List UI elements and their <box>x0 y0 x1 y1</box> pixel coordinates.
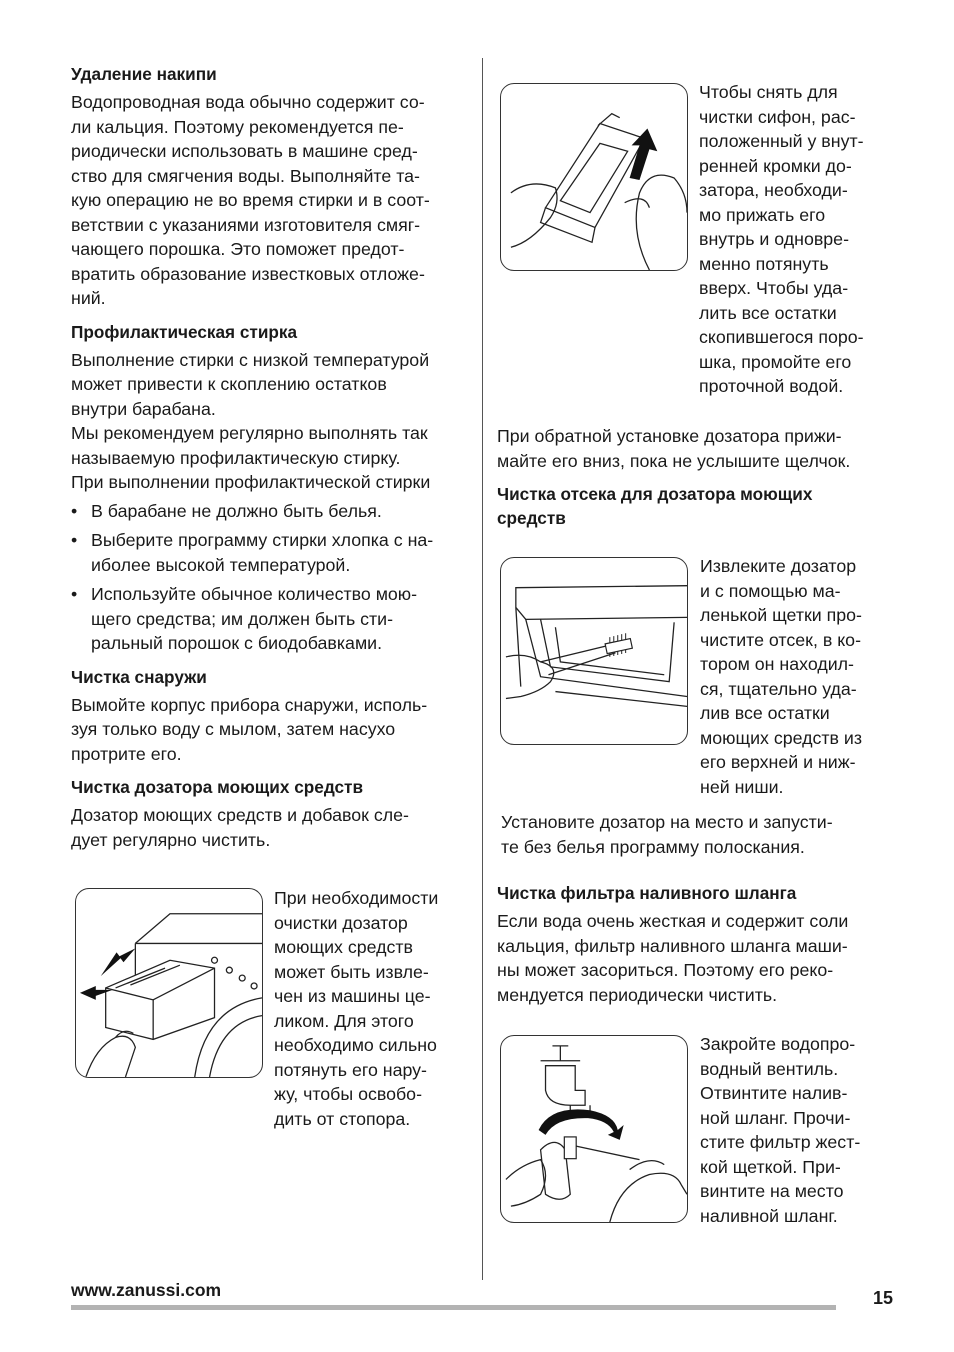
compartment-cleaning-illustration <box>500 557 688 745</box>
section-dispenser-cleaning <box>71 775 471 852</box>
paragraph-line: чающего порошка. Это поможет предот- <box>71 239 405 259</box>
section-exterior-cleaning <box>71 665 471 767</box>
paragraph-line: и с помощью ма- <box>700 580 841 601</box>
paragraph-line: При выполнении профилактической стирки <box>71 472 431 492</box>
paragraph-line: те без белья программу полоскания. <box>501 836 805 857</box>
paragraph-line: риодически использовать в машине сред- <box>71 141 418 161</box>
column-divider <box>482 58 483 1280</box>
section-descaling <box>71 62 471 311</box>
paragraph-line: ной шланг. Прочи- <box>700 1107 851 1128</box>
list-item-text: ральный порошок с биодобавками. <box>91 633 383 653</box>
paragraph-line: ство для смягчения воды. Выполняйте та- <box>71 165 420 186</box>
list-item <box>71 528 471 577</box>
paragraph-line: дует регулярно чистить. <box>71 829 271 850</box>
section-title: средств <box>497 508 566 528</box>
paragraph-line: скопившегося поро- <box>699 327 864 347</box>
footer-rule <box>71 1305 836 1310</box>
paragraph-line: Отвинтите налив- <box>700 1083 848 1103</box>
paragraph-line: проточной водой. <box>699 376 844 396</box>
siphon-removal-icon <box>501 84 687 270</box>
list-item-text: Используйте обычное количество мою- <box>91 584 418 604</box>
paragraph-line: потянуть его нару- <box>274 1059 427 1080</box>
hose-filter-illustration <box>500 1035 688 1223</box>
paragraph-line: его верхней и ниж- <box>700 752 856 772</box>
paragraph-line: тором он находил- <box>700 654 854 674</box>
paragraph-line: ленькой щетки про- <box>700 605 862 625</box>
paragraph-line: чистите отсек, в ко- <box>700 629 861 650</box>
paragraph-line: кальция, фильтр наливного шланга маши- <box>497 935 848 956</box>
paragraph-line: ний. <box>71 288 106 308</box>
paragraph-line: необходимо сильно <box>274 1035 437 1055</box>
paragraph-line: ликом. Для этого <box>274 1010 414 1031</box>
paragraph-line: Закройте водопро- <box>700 1034 856 1054</box>
tap-and-brush-icon <box>501 1036 687 1222</box>
paragraph-line: мендуется периодически чистить. <box>497 984 778 1005</box>
paragraph-line: ны может засориться. Поэтому его реко- <box>497 960 834 980</box>
paragraph-line: ветствии с указаниями изготовителя смяг- <box>71 214 421 235</box>
paragraph-line: чистки сифон, рас- <box>699 106 856 127</box>
paragraph-line: Водопроводная вода обычно содержит со- <box>71 92 425 112</box>
paragraph-line: стите фильтр жест- <box>700 1132 861 1152</box>
section-maintenance-wash <box>71 320 471 656</box>
paragraph-line: Если вода очень жесткая и содержит соли <box>497 911 849 931</box>
section-hose-filter <box>497 881 848 1007</box>
paragraph-line: Вымойте корпус прибора снаружи, исполь- <box>71 694 428 715</box>
paragraph-line: Выполнение стирки с низкой температурой <box>71 349 430 370</box>
paragraph-line: майте его вниз, пока не услышите щелчок. <box>497 450 851 471</box>
section-title: Чистка снаружи <box>71 666 207 687</box>
paragraph-line: моющих средств <box>274 937 413 957</box>
paragraph-line: лить все остатки <box>699 302 837 323</box>
paragraph-line: Чтобы снять для <box>699 82 838 102</box>
reinstall-note <box>497 424 850 473</box>
paragraph-line: При необходимости <box>274 888 439 908</box>
paragraph-line: шка, промойте его <box>699 351 852 372</box>
paragraph-line: положенный у внут- <box>699 131 864 151</box>
paragraph-line: водный вентиль. <box>700 1058 839 1079</box>
compartment-cleaning-text <box>700 554 862 799</box>
paragraph-line: может быть извле- <box>274 961 429 982</box>
paragraph-line: может привести к скоплению остатков <box>71 374 387 394</box>
footer-website[interactable]: www.zanussi.com <box>71 1280 222 1300</box>
paragraph-line: Извлеките дозатор <box>700 556 857 576</box>
paragraph-line: кую операцию не во время стирки и в соот- <box>71 190 430 210</box>
paragraph-line: чен из машины це- <box>274 986 431 1006</box>
paragraph-line: очистки дозатор <box>274 912 408 933</box>
hose-filter-text <box>700 1032 860 1228</box>
paragraph-line: ренней кромки до- <box>699 155 852 176</box>
section-title: Профилактическая стирка <box>71 321 298 342</box>
bullet-icon: • <box>71 500 78 521</box>
paragraph-line: ся, тщательно уда- <box>700 678 857 699</box>
bullet-icon: • <box>71 530 78 550</box>
compartment-cleaning-icon <box>501 558 687 744</box>
page-number: 15 <box>873 1288 894 1308</box>
paragraph-line: внутри барабана. <box>71 398 216 419</box>
paragraph-line: дить от стопора. <box>274 1108 411 1129</box>
paragraph-line: Установите дозатор на место и запусти- <box>501 812 833 832</box>
section-title: Удаление накипи <box>71 64 217 84</box>
paragraph-line: затора, необходи- <box>699 180 848 200</box>
dispenser-removal-text <box>274 886 438 1131</box>
siphon-removal-text <box>699 80 864 399</box>
paragraph-line: лив все остатки <box>700 703 830 723</box>
paragraph-line: зуя только воду с мылом, затем насухо <box>71 719 396 739</box>
list-item-text: В барабане не должно быть белья. <box>91 500 382 521</box>
paragraph-line: протрите его. <box>71 743 182 764</box>
paragraph-line: жу, чтобы освобо- <box>274 1084 422 1104</box>
rinse-note <box>501 810 833 859</box>
paragraph-line: менно потянуть <box>699 253 829 274</box>
paragraph-line: внутрь и одновре- <box>699 229 849 249</box>
paragraph-line: винтите на место <box>700 1181 844 1201</box>
paragraph-line: Мы рекомендуем регулярно выполнять так <box>71 423 428 443</box>
siphon-removal-illustration <box>500 83 688 271</box>
list-item-text: иболее высокой температурой. <box>91 554 351 575</box>
list-item-text: щего средства; им должен быть сти- <box>91 608 394 629</box>
paragraph-line: ней ниши. <box>700 776 784 797</box>
list-item-text: Выберите программу стирки хлопка с на- <box>91 530 434 550</box>
list-item <box>71 499 471 524</box>
paragraph-line: вверх. Чтобы уда- <box>699 278 849 298</box>
paragraph-line: При обратной установке дозатора прижи- <box>497 426 842 446</box>
list-item <box>71 582 471 656</box>
bullet-list <box>71 499 471 656</box>
paragraph-line: кой щеткой. При- <box>700 1156 841 1177</box>
bullet-icon: • <box>71 584 78 604</box>
dispenser-removal-illustration <box>75 888 263 1078</box>
paragraph-line: вратить образование известковых отложе- <box>71 263 425 284</box>
section-compartment-cleaning-title <box>497 482 812 530</box>
paragraph-line: наливной шланг. <box>700 1205 838 1226</box>
section-title: Чистка отсека для дозатора моющих <box>497 484 813 504</box>
paragraph-line: мо прижать его <box>699 204 826 225</box>
dispenser-removal-icon <box>76 889 262 1077</box>
paragraph-line: моющих средств из <box>700 727 863 748</box>
left-column <box>71 62 471 861</box>
paragraph-line: ли кальция. Поэтому рекомендуется пе- <box>71 116 404 137</box>
paragraph-line: Дозатор моющих средств и добавок сле- <box>71 805 409 825</box>
section-title: Чистка дозатора моющих средств <box>71 777 364 797</box>
section-title: Чистка фильтра наливного шланга <box>497 883 797 903</box>
paragraph-line: называемую профилактическую стирку. <box>71 447 401 468</box>
